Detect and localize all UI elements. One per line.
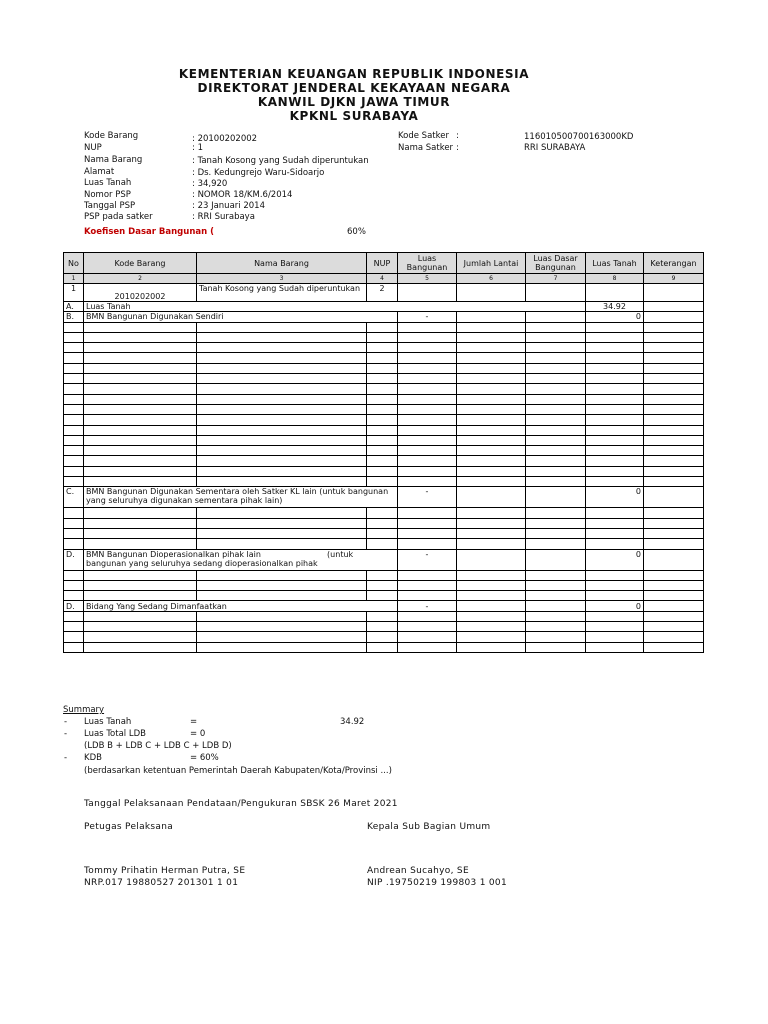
row-kode: 2010202002 [84, 284, 197, 302]
table-row [64, 518, 704, 528]
section-a-row [64, 302, 704, 312]
col-num: 6 [457, 274, 526, 284]
section-b-luas-tanah: 0 [586, 312, 644, 322]
nup-value: : 1 [192, 143, 203, 153]
header-luas-bangunan: Luas Bangunan [398, 253, 457, 274]
table-row [64, 622, 704, 632]
table-row [64, 570, 704, 580]
luas-tanah-label: Luas Tanah [84, 178, 132, 188]
kode-satker-label: Kode Satker [398, 131, 449, 141]
table-row [64, 632, 704, 642]
kode-barang-value: : 20100202002 [192, 134, 258, 144]
luas-tanah-value: : 34,920 [192, 179, 228, 189]
section-d2-row [64, 601, 704, 611]
header-kode-barang: Kode Barang [84, 253, 197, 274]
table-row [64, 374, 704, 384]
table-row [64, 642, 704, 652]
table-row [64, 394, 704, 404]
col-num: 5 [398, 274, 457, 284]
col-num: 3 [197, 274, 367, 284]
kode-satker-colon: : [456, 131, 459, 141]
summary-kdb-note: (berdasarkan ketentuan Pemerintah Daerah Kabupaten/Kota/Provinsi ...) [84, 766, 392, 776]
kode-satker-value: 116010500700163000KD [524, 132, 634, 142]
section-a-luas-tanah: 34.92 [586, 302, 644, 312]
alamat-value: : Ds. Kedungrejo Waru-Sidoarjo [192, 168, 325, 178]
table-row [64, 284, 704, 302]
nup-label: NUP [84, 143, 102, 153]
section-c-label: BMN Bangunan Digunakan Sementara oleh Satker KL lain (untuk bangunan yang seluruhya digunakan sementara pihak lain) [84, 487, 398, 508]
header-line-3: KANWIL DJKN JAWA TIMUR [257, 95, 451, 109]
section-d1-luas-bangunan: - [398, 549, 457, 570]
table-row [64, 435, 704, 445]
section-d1-row [64, 549, 704, 570]
section-d2-label: Bidang Yang Sedang Dimanfaatkan [84, 601, 398, 611]
section-a-no: A. [64, 302, 84, 312]
table-row [64, 446, 704, 456]
header-keterangan: Keterangan [644, 253, 704, 274]
table-row [64, 508, 704, 518]
nama-barang-value: : Tanah Kosong yang Sudah diperuntukan [192, 156, 369, 166]
section-c-no: C. [64, 487, 84, 508]
section-c-luas-bangunan: - [398, 487, 457, 508]
summary-kdb-value: = 60% [190, 753, 219, 763]
header-luas-dasar-bangunan: Luas Dasar Bangunan [526, 253, 586, 274]
koefisen-label: Koefisen Dasar Bangunan ( [84, 227, 214, 237]
bmn-table [63, 252, 704, 653]
tanggal-psp-label: Tanggal PSP [84, 201, 136, 211]
column-number-row [64, 274, 704, 284]
table-row [64, 611, 704, 621]
summary-ldb-value: = 0 [190, 729, 206, 739]
table-header-row [64, 253, 704, 274]
summary-ldb-label: Luas Total LDB [84, 729, 146, 739]
row-no: 1 [64, 284, 84, 302]
header-line-2: DIREKTORAT JENDERAL KEKAYAAN NEGARA [197, 81, 511, 95]
table-row [64, 591, 704, 601]
section-d2-no: D. [64, 601, 84, 611]
table-row [64, 332, 704, 342]
row-nup: 2 [367, 284, 398, 302]
nomor-psp-value: : NOMOR 18/KM.6/2014 [192, 190, 293, 200]
summary-luas-tanah-value: 34.92 [340, 717, 365, 727]
header-jumlah-lantai: Jumlah Lantai [457, 253, 526, 274]
tanggal-psp-value: : 23 Januari 2014 [192, 201, 265, 211]
section-c-row [64, 487, 704, 508]
section-b-row [64, 312, 704, 322]
petugas-name: Tommy Prihatin Herman Putra, SE [84, 866, 246, 876]
row-nama: Tanah Kosong yang Sudah diperuntukan [197, 284, 367, 302]
section-c-luas-tanah: 0 [586, 487, 644, 508]
col-num: 4 [367, 274, 398, 284]
section-d2-luas-tanah: 0 [586, 601, 644, 611]
nama-barang-label: Nama Barang [84, 155, 143, 165]
col-num: 1 [64, 274, 84, 284]
section-b-no: B. [64, 312, 84, 322]
summary-dash: - [64, 729, 68, 739]
section-a-label: Luas Tanah [84, 302, 586, 312]
table-row [64, 353, 704, 363]
section-d1-luas-tanah: 0 [586, 549, 644, 570]
header-no: No [64, 253, 84, 274]
kepala-nip: NIP .19750219 199803 1 001 [367, 878, 507, 888]
col-num: 7 [526, 274, 586, 284]
col-num: 2 [84, 274, 197, 284]
col-num: 8 [586, 274, 644, 284]
summary-dash: - [64, 717, 68, 727]
petugas-label: Petugas Pelaksana [84, 822, 174, 832]
kode-barang-label: Kode Barang [84, 131, 139, 141]
nama-satker-colon: : [456, 143, 459, 153]
table-row [64, 456, 704, 466]
kepala-name: Andrean Sucahyo, SE [367, 866, 469, 876]
koefisen-value: 60% [347, 227, 366, 237]
header-nup: NUP [367, 253, 398, 274]
summary-title: Summary [63, 705, 105, 715]
table-row [64, 322, 704, 332]
kepala-label: Kepala Sub Bagian Umum [367, 822, 491, 832]
section-d1-no: D. [64, 549, 84, 570]
summary-luas-tanah-label: Luas Tanah [84, 717, 132, 727]
section-d2-luas-bangunan: - [398, 601, 457, 611]
nomor-psp-label: Nomor PSP [84, 190, 131, 200]
summary-dash: - [64, 753, 68, 763]
table-row [64, 363, 704, 373]
table-row [64, 539, 704, 549]
header-line-4: KPKNL SURABAYA [289, 109, 419, 123]
psp-satker-label: PSP pada satker [84, 212, 153, 222]
summary-luas-tanah-eq: = [190, 717, 198, 727]
table-row [64, 384, 704, 394]
summary-ldb-note: (LDB B + LDB C + LDB C + LDB D) [84, 741, 232, 751]
section-d1-label: BMN Bangunan Dioperasionalkan pihak lain (untuk bangunan yang seluruhya sedang dioperasionalkan pihak [84, 549, 398, 570]
table-row [64, 415, 704, 425]
psp-satker-value: : RRI Surabaya [192, 212, 255, 222]
section-b-label: BMN Bangunan Digunakan Sendiri [84, 312, 398, 322]
petugas-nrp: NRP.017 19880527 201301 1 01 [84, 878, 239, 888]
nama-satker-value: RRI SURABAYA [524, 143, 586, 153]
header-line-1: KEMENTERIAN KEUANGAN REPUBLIK INDONESIA [178, 67, 530, 81]
table-row [64, 528, 704, 538]
table-row [64, 404, 704, 414]
header-luas-tanah: Luas Tanah [586, 253, 644, 274]
table-row [64, 477, 704, 487]
header-nama-barang: Nama Barang [197, 253, 367, 274]
col-num: 9 [644, 274, 704, 284]
nama-satker-label: Nama Satker [398, 143, 454, 153]
alamat-label: Alamat [84, 167, 115, 177]
table-row [64, 580, 704, 590]
table-row [64, 343, 704, 353]
summary-kdb-label: KDB [84, 753, 102, 763]
table-row [64, 425, 704, 435]
tanggal-pelaksanaan: Tanggal Pelaksanaan Pendataan/Pengukuran SBSK 26 Maret 2021 [84, 799, 398, 809]
section-b-luas-bangunan: - [398, 312, 457, 322]
table-row [64, 466, 704, 476]
